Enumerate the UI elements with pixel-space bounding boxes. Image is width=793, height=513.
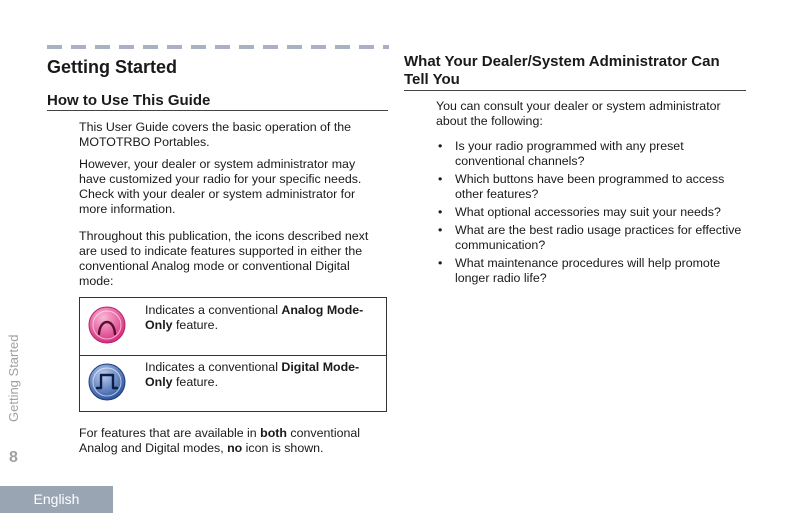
digital-mode-row xyxy=(80,355,386,412)
digital-mode-icon xyxy=(88,363,126,401)
page-number: 8 xyxy=(9,449,18,466)
paragraph-both-modes: For features that are available in both conventional Analog and Digital modes, no icon is shown. xyxy=(79,426,361,455)
paragraph-intro: This User Guide covers the basic operation of the MOTOTRBO Portables. xyxy=(79,120,352,149)
paragraph-customized: However, your dealer or system administrator may have customized your radio for your specific needs. Check with your dealer or system administrator for more information. xyxy=(79,157,362,216)
dealer-bullet-list xyxy=(436,139,744,289)
dealer-intro: You can consult your dealer or system administrator about the following: xyxy=(436,99,721,128)
dealer-heading: What Your Dealer/System Administrator Can Tell You xyxy=(404,53,746,91)
mode-icon-table xyxy=(79,297,387,412)
list-item: • Is your radio programmed with any preset conventional channels? xyxy=(438,139,684,168)
analog-mode-row xyxy=(80,298,386,356)
side-section-label: Getting Started xyxy=(6,334,21,422)
list-item: • What maintenance procedures will help promote longer radio life? xyxy=(438,256,721,285)
dashed-section-rule xyxy=(47,45,389,49)
list-item: • What are the best radio usage practices for effective communication? xyxy=(438,223,742,252)
list-item: • Which buttons have been programmed to access other features? xyxy=(438,172,725,201)
section-title: Getting Started xyxy=(47,57,178,77)
paragraph-icons: Throughout this publication, the icons described next are used to indicate features supported in either the conventional Analog mode or conventional Digital mode: xyxy=(79,229,369,288)
analog-mode-description: Indicates a conventional Analog Mode-Only feature. xyxy=(145,303,364,332)
analog-mode-icon xyxy=(88,306,126,344)
list-item: • What optional accessories may suit your needs? xyxy=(438,205,721,219)
language-tab: English xyxy=(0,486,113,513)
subheading-how-to-use: How to Use This Guide xyxy=(47,92,388,111)
digital-mode-description: Indicates a conventional Digital Mode-Only feature. xyxy=(145,360,360,389)
